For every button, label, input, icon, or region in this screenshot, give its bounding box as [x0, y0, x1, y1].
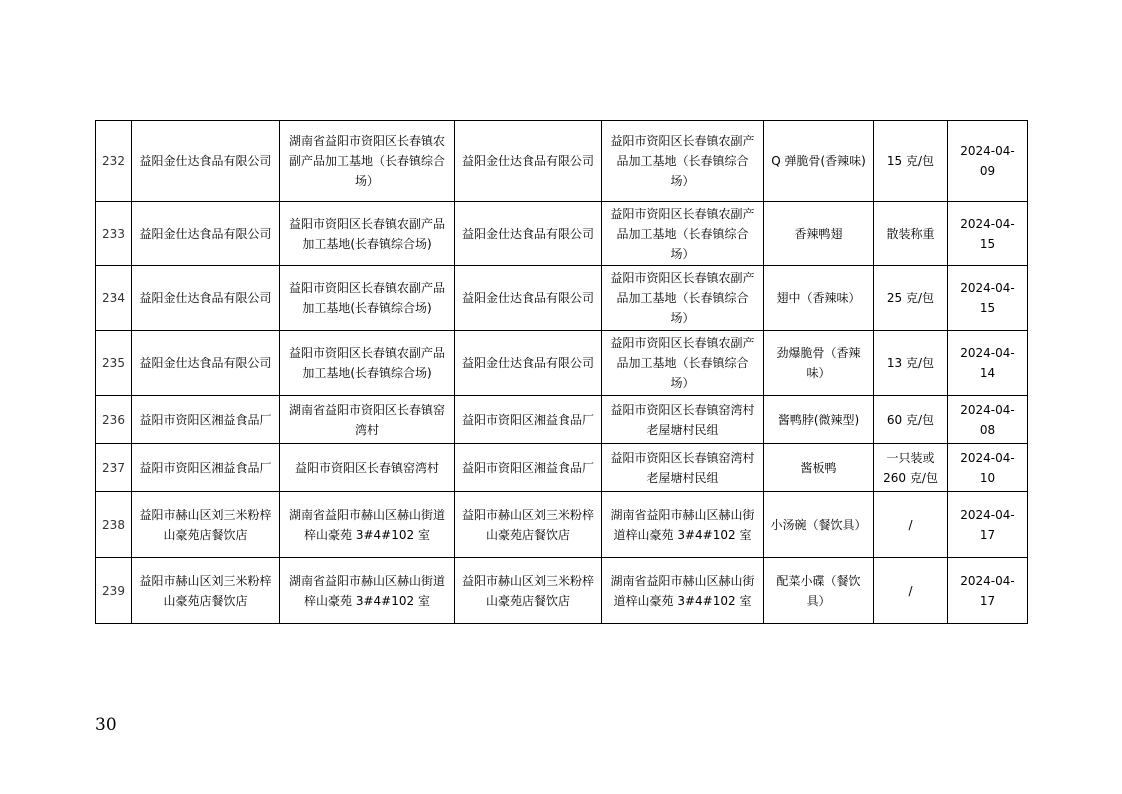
sampled-unit-address: 湖南省益阳市赫山区赫山街道梓山豪苑 3#4#102 室 [602, 558, 764, 624]
sample-results-table [95, 120, 1028, 624]
product-name: 劲爆脆骨（香辣味） [764, 331, 874, 396]
product-spec: 60 克/包 [874, 396, 948, 444]
sampled-unit-address: 益阳市资阳区长春镇农副产品加工基地（长春镇综合场） [602, 266, 764, 331]
production-date: 2024-04-09 [948, 121, 1028, 202]
sampled-unit-address: 益阳市资阳区长春镇农副产品加工基地（长春镇综合场） [602, 331, 764, 396]
product-name: 小汤碗（餐饮具） [764, 492, 874, 558]
product-name: Q 弹脆骨(香辣味) [764, 121, 874, 202]
sampled-unit-name: 益阳市资阳区湘益食品厂 [455, 396, 602, 444]
producer-address: 益阳市资阳区长春镇农副产品加工基地(长春镇综合场) [280, 202, 455, 266]
producer-name: 益阳金仕达食品有限公司 [132, 331, 280, 396]
production-date: 2024-04-08 [948, 396, 1028, 444]
row-number: 235 [96, 331, 132, 396]
producer-name: 益阳金仕达食品有限公司 [132, 202, 280, 266]
row-number: 233 [96, 202, 132, 266]
producer-name: 益阳市资阳区湘益食品厂 [132, 396, 280, 444]
production-date: 2024-04-15 [948, 266, 1028, 331]
row-number: 236 [96, 396, 132, 444]
sampled-unit-name: 益阳市赫山区刘三米粉梓山豪苑店餐饮店 [455, 558, 602, 624]
table-row [96, 202, 1028, 266]
product-name: 酱鸭脖(微辣型) [764, 396, 874, 444]
production-date: 2024-04-14 [948, 331, 1028, 396]
table-row [96, 444, 1028, 492]
producer-address: 益阳市资阳区长春镇农副产品加工基地(长春镇综合场) [280, 266, 455, 331]
sampled-unit-name: 益阳市赫山区刘三米粉梓山豪苑店餐饮店 [455, 492, 602, 558]
producer-address: 湖南省益阳市资阳区长春镇窑湾村 [280, 396, 455, 444]
row-number: 238 [96, 492, 132, 558]
product-name: 配菜小碟（餐饮具） [764, 558, 874, 624]
table-row [96, 396, 1028, 444]
producer-address: 湖南省益阳市赫山区赫山街道梓山豪苑 3#4#102 室 [280, 492, 455, 558]
production-date: 2024-04-17 [948, 558, 1028, 624]
product-spec: 一只装或260 克/包 [874, 444, 948, 492]
table-row [96, 558, 1028, 624]
table-row [96, 331, 1028, 396]
product-name: 香辣鸭翅 [764, 202, 874, 266]
production-date: 2024-04-17 [948, 492, 1028, 558]
row-number: 237 [96, 444, 132, 492]
product-spec: / [874, 492, 948, 558]
sampled-unit-name: 益阳金仕达食品有限公司 [455, 121, 602, 202]
producer-address: 湖南省益阳市资阳区长春镇农副产品加工基地（长春镇综合场） [280, 121, 455, 202]
producer-address: 湖南省益阳市赫山区赫山街道梓山豪苑 3#4#102 室 [280, 558, 455, 624]
product-spec: 15 克/包 [874, 121, 948, 202]
production-date: 2024-04-15 [948, 202, 1028, 266]
row-number: 234 [96, 266, 132, 331]
product-name: 翅中（香辣味） [764, 266, 874, 331]
production-date: 2024-04-10 [948, 444, 1028, 492]
producer-address: 益阳市资阳区长春镇农副产品加工基地(长春镇综合场) [280, 331, 455, 396]
sampled-unit-address: 益阳市资阳区长春镇窑湾村老屋塘村民组 [602, 396, 764, 444]
table-row [96, 492, 1028, 558]
product-spec: 25 克/包 [874, 266, 948, 331]
product-name: 酱板鸭 [764, 444, 874, 492]
sampled-unit-address: 益阳市资阳区长春镇农副产品加工基地（长春镇综合场） [602, 202, 764, 266]
table-row [96, 266, 1028, 331]
sampled-unit-name: 益阳金仕达食品有限公司 [455, 202, 602, 266]
product-spec: / [874, 558, 948, 624]
sampled-unit-address: 益阳市资阳区长春镇窑湾村老屋塘村民组 [602, 444, 764, 492]
producer-address: 益阳市资阳区长春镇窑湾村 [280, 444, 455, 492]
product-spec: 13 克/包 [874, 331, 948, 396]
table-body [96, 121, 1028, 624]
table-row [96, 121, 1028, 202]
product-spec: 散装称重 [874, 202, 948, 266]
sampled-unit-name: 益阳金仕达食品有限公司 [455, 331, 602, 396]
producer-name: 益阳市赫山区刘三米粉梓山豪苑店餐饮店 [132, 492, 280, 558]
sampled-unit-name: 益阳金仕达食品有限公司 [455, 266, 602, 331]
producer-name: 益阳市赫山区刘三米粉梓山豪苑店餐饮店 [132, 558, 280, 624]
producer-name: 益阳金仕达食品有限公司 [132, 121, 280, 202]
producer-name: 益阳金仕达食品有限公司 [132, 266, 280, 331]
sampled-unit-address: 湖南省益阳市赫山区赫山街道梓山豪苑 3#4#102 室 [602, 492, 764, 558]
sampled-unit-address: 益阳市资阳区长春镇农副产品加工基地（长春镇综合场） [602, 121, 764, 202]
row-number: 239 [96, 558, 132, 624]
producer-name: 益阳市资阳区湘益食品厂 [132, 444, 280, 492]
row-number: 232 [96, 121, 132, 202]
page-number: 30 [95, 715, 117, 735]
sampled-unit-name: 益阳市资阳区湘益食品厂 [455, 444, 602, 492]
